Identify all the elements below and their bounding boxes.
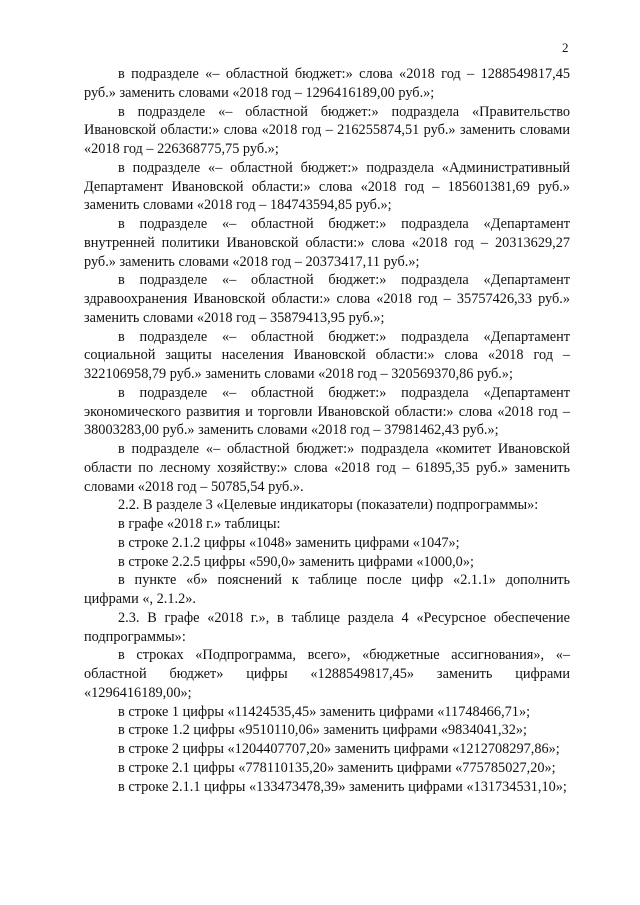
paragraph: в строке 1.2 цифры «9510110,06» заменить цифрами «9834041,32»; bbox=[118, 722, 528, 739]
paragraph: в подразделе «– областной бюджет:» подраздела «Департамент здравоохранения Ивановской области:» слова «2018 год – 35757426,33 руб.» заменить словами «2018 год – 35879413,95 руб.»; bbox=[84, 272, 570, 326]
paragraph: в подразделе «– областной бюджет:» подраздела «Департамент социальной защиты населения Ивановской области:» слова «2018 год – 322106958,79 руб.» заменить словами «2018 год – 320569370,86 руб.»; bbox=[84, 328, 570, 382]
paragraph: в строке 2 цифры «1204407707,20» заменить цифрами «1212708297,86»; bbox=[118, 741, 560, 757]
paragraph: в строке 2.1.2 цифры «1048» заменить цифрами «1047»; bbox=[118, 534, 460, 551]
paragraph: в строке 1 цифры «11424535,45» заменить цифрами «11748466,71»; bbox=[118, 703, 531, 720]
paragraph: в подразделе «– областной бюджет:» подраздела «Административный Департамент Ивановской области:» слова «2018 год – 185601381,69 руб.» заменить словами «2018 год – 184743594,85 руб.»; bbox=[84, 159, 570, 214]
paragraph: в строках «Подпрограмма, всего», «бюджетные ассигнования», «– областной бюджет» цифры «1288549817,45» заменить цифрами «1296416189,00»; bbox=[84, 647, 570, 701]
paragraph: в строке 2.1 цифры «778110135,20» заменить цифрами «775785027,20»; bbox=[118, 759, 556, 776]
paragraph: в подразделе «– областной бюджет:» подраздела «Департамент экономического развития и торговли Ивановской области:» слова «2018 год – 38003283,00 руб.» заменить словами «2018 год – 37981462,43 руб.»; bbox=[84, 384, 570, 439]
section-heading-2-3: 2.3. В графе «2018 г.», в таблице раздела 4 «Ресурсное обеспечение подпрограммы»: bbox=[84, 609, 570, 645]
section-heading-2-2: 2.2. В разделе 3 «Целевые индикаторы (показатели) подпрограммы»: bbox=[118, 497, 539, 514]
paragraph: в строке 2.1.1 цифры «133473478,39» заменить цифрами «131734531,10»; bbox=[118, 778, 567, 795]
paragraph: в подразделе «– областной бюджет:» подраздела «комитет Ивановской области по лесному хозяйству:» слова «2018 год – 61895,35 руб.» заменить словами «2018 год – 50785,54 руб.». bbox=[84, 441, 570, 495]
paragraph: в подразделе «– областной бюджет:» подраздела «Департамент внутренней политики Ивановской области:» слова «2018 год – 20313629,27 руб.» заменить словами «2018 год – 20373417,11 руб.»; bbox=[84, 216, 570, 270]
page-number: 2 bbox=[562, 40, 569, 55]
paragraph: в графе «2018 г.» таблицы: bbox=[118, 516, 281, 532]
paragraph: в пункте «б» пояснений к таблице после цифр «2.1.1» дополнить цифрами «, 2.1.2». bbox=[84, 572, 570, 607]
paragraph: в подразделе «– областной бюджет:» подраздела «Правительство Ивановской области:» слова «2018 год – 216255874,51 руб.» заменить словами «2018 год – 226368775,75 руб.»; bbox=[84, 103, 570, 157]
document-body bbox=[84, 65, 570, 796]
paragraph: в строке 2.2.5 цифры «590,0» заменить цифрами «1000,0»; bbox=[118, 553, 474, 570]
paragraph: в подразделе «– областной бюджет:» слова «2018 год – 1288549817,45 руб.» заменить словами «2018 год – 1296416189,00 руб.»; bbox=[84, 66, 570, 101]
